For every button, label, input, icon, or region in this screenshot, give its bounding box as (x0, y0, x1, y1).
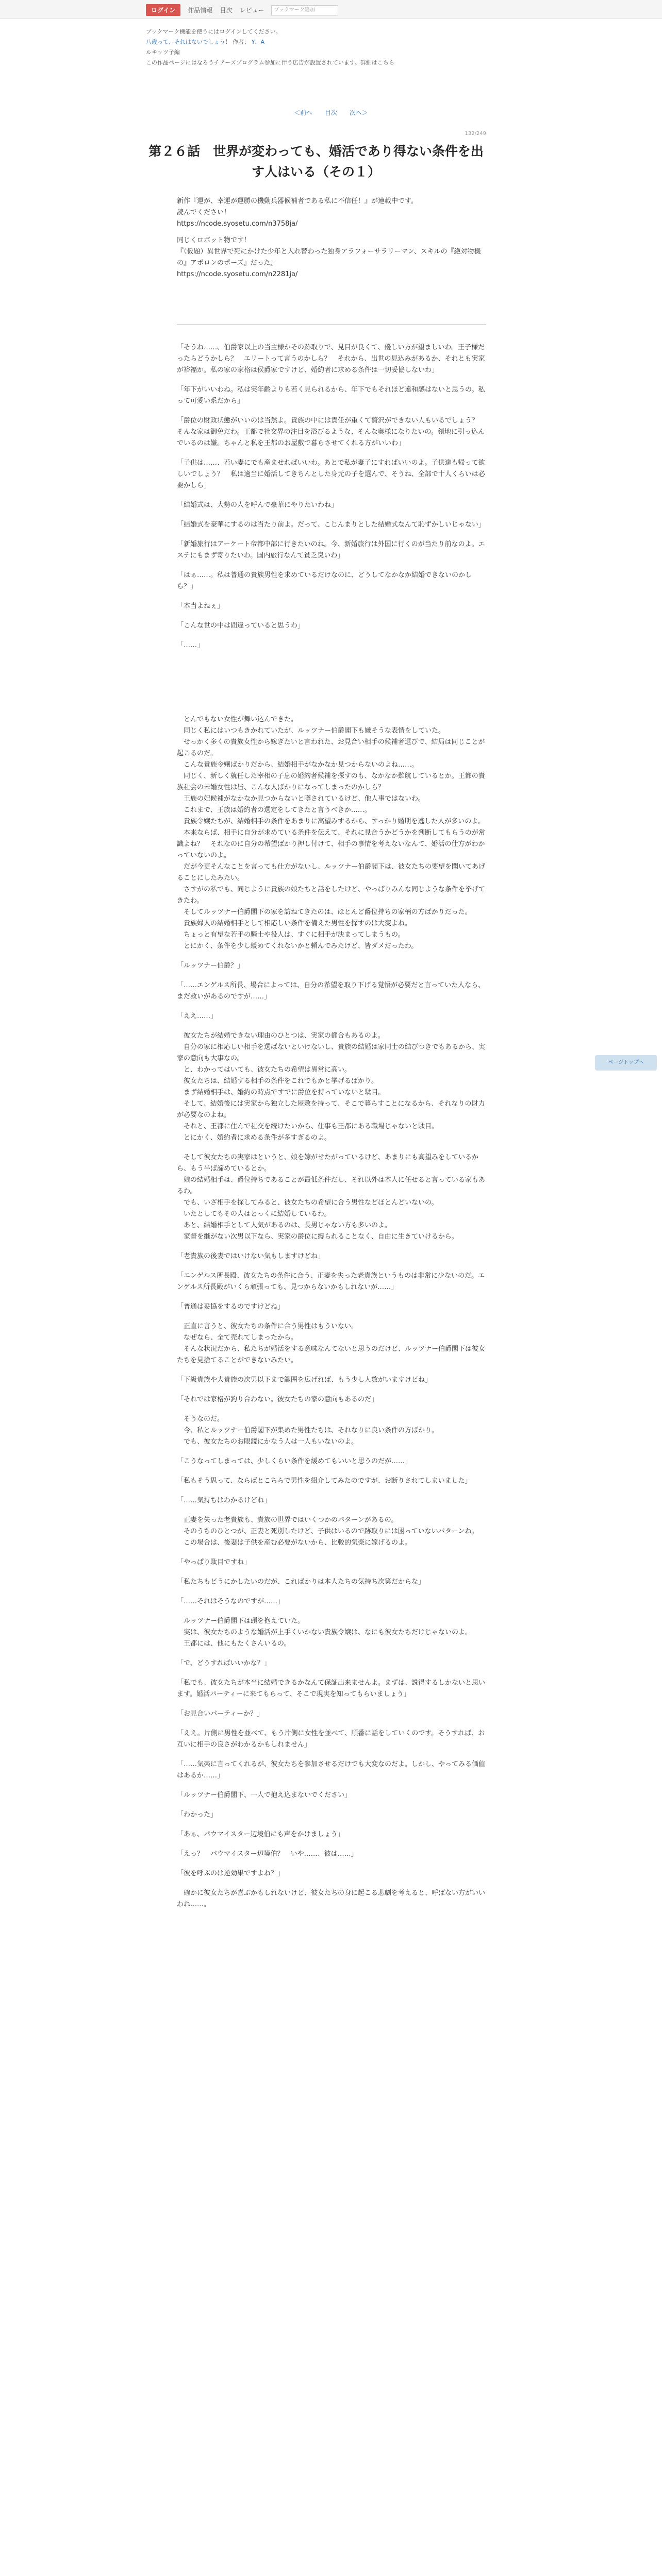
body-paragraph: ルッツナー伯爵閣下は頭を抱えていた。 実は、彼女たちのような婚活が上手くいかない貴族令嬢は、なにも彼女たちだけじゃないのよ。 王都には、他にもたくさんいるの。 (184, 1617, 472, 1648)
toc-link[interactable]: 目次 (324, 109, 337, 116)
work-header (146, 27, 476, 68)
page-top-button[interactable]: ページトップへ (595, 1055, 657, 1071)
nav-link-info[interactable]: 作品情報 (188, 7, 213, 14)
body-paragraph: 「えっ？ パウマイスター辺境伯？ いや……、彼は……」 (177, 1850, 358, 1858)
body-paragraph: 正直に言うと、彼女たちの条件に合う男性はもういない。 なぜなら、全て売れてしまったから。 そんな状況だから、私たちが婚活をする意味なんてないと思うのだけど、ルッツナー伯爵閣下は彼女たちを見捨てることができないみたい。 (177, 1323, 486, 1364)
body-paragraph: 「こんな世の中は間違っていると思うわ」 (177, 622, 305, 630)
body-paragraph: 「ルッツナー伯爵？」 (177, 962, 244, 970)
body-paragraph: 彼女たちが結婚できない理由のひとつは、実家の都合もあるのよ。 自分の家に相応しい相手を選ばないといけないし、貴族の結婚は家同士の結びつきでもあるから、実家の意向も大事なの。 と、わかってはいても、彼女たちの希望は異常に高い。 彼女たちは、結婚する相手の条件をこれでもかと挙げるばかり。 まず結婚相手は、婚約の時点ですでに爵位を持っていないと駄目。 そして、結婚後には実家から独立した屋敷を持って、そこで暮らすことになるから、それなりの財力が必要なのよね。 それと、王都に住んで社交を続けたいから、仕事も王都にある職場じゃないと駄目。 とにかく、婚約者に求める条件が多すぎるのよ。 (177, 1032, 486, 1142)
body-paragraph: 「……エンゲルス所長、場合によっては、自分の希望を取り下げる覚悟が必要だと言っていた人なら、まだ救いがあるのですが……」 (177, 981, 485, 1001)
body-paragraph: 正妻を失った老貴族も、貴族の世界ではいくつかのパターンがあるの。 そのうちのひとつが、正妻と死別したけど、子供はいるので跡取りには困っていないパターンね。 この場合は、後妻は子供を産む必要がないから、比較的気楽に嫁げるのよ。 (184, 1516, 478, 1547)
body-paragraph: そうなのだ。 今、私とルッツナー伯爵閣下が集めた男性たちは、それなりに良い条件の方ばかり。 でも、彼女たちのお眼鏡にかなう人は一人もいないのよ。 (184, 1415, 439, 1446)
next-chapter-link[interactable]: 次へ＞ (349, 109, 368, 116)
top-bar (0, 0, 662, 19)
body-paragraph: 「普通は妥協をするのですけどね」 (177, 1303, 285, 1311)
body-paragraph: 「あぁ、パウマイスター辺境伯にも声をかけましょう」 (177, 1831, 344, 1838)
body-paragraph: 「下級貴族や大貴族の次男以下まで範囲を広げれば、もう少し人数がいますけどね」 (177, 1376, 432, 1384)
body-paragraph: 「……」 (177, 641, 204, 649)
body-paragraph: 「お見合いパーティーか？」 (177, 1710, 263, 1718)
preface (177, 196, 486, 285)
chapter-counter: 132/249 (465, 131, 486, 137)
body-paragraph: 「爵位の財政状態がいいのは当然よ。貴族の中には責任が重くて贅沢ができない人もいるでしょう？ そんな家は御免だわ。王都で社交界の注目を浴びるような、そんな奥様になりたいの。領地に引っ込んでいるのは嫌。ちゃんと私を王都のお屋敷で暮らさせてくれる方がいいわ」 (177, 417, 485, 447)
chapter-pager-top (0, 108, 662, 117)
nav-link-review[interactable]: レビュー (239, 7, 264, 14)
body-paragraph: 「彼を呼ぶのは逆効果ですよね？」 (177, 1870, 285, 1877)
body-paragraph: 「……気楽に言ってくれるが、彼女たちを参加させるだけでも大変なのだよ。しかし、やってみる価値はあるか……」 (177, 1760, 486, 1780)
body-paragraph: 「私もそう思って、ならばとこちらで男性を紹介してみたのですが、お断りされてしまいました」 (177, 1477, 472, 1485)
body-paragraph: 「年下がいいわね。私は実年齢よりも若く見られるから、年下でもそれほど違和感はないと思うの。私って可愛い系だから」 (177, 386, 485, 405)
body-paragraph: 「はぁ……。私は普通の貴族男性を求めているだけなのに、どうしてなかなか結婚できないのかしら？」 (177, 571, 472, 590)
ad-note: この作品ページにはなろうチアーズプログラム参加に伴う広告が設置されています。詳細はこちら (146, 59, 394, 66)
body-paragraph: 「結婚式を豪華にするのは当たり前よ。だって、こじんまりとした結婚式なんて恥ずかしいじゃない」 (177, 521, 485, 529)
body-paragraph: 「そうね……、伯爵家以上の当主様かその跡取りで、見目が良くて、優しい方が望ましいわ。王子様だったらどうかしら？ エリートって言うのかしら？ それから、出世の見込みがあるか、それとも実家が裕福か。私の家の家格は侯爵家ですけど、婚約者に求める条件は一切妥協しないわ」 (177, 344, 485, 374)
bookmark-add-button[interactable]: ブックマーク追加 (271, 5, 338, 15)
body-paragraph: 「やっぱり駄目ですね」 (177, 1558, 251, 1566)
mode-label: ルキッツ子編 (146, 49, 180, 56)
body-paragraph: 「新婚旅行はアーケート帝都中部に行きたいのね。今、新婚旅行は外国に行くのが当たり前なのよ。エステにもまず寄りたいわ。国内旅行なんて貧乏臭いわ」 (177, 540, 485, 560)
top-bar-inner (146, 4, 338, 16)
body-paragraph: 「私でも、彼女たちが本当に結婚できるかなんて保証出来ませんよ。まずは、説得するしかないと思います。婚活パーティーに来てもらって、そこで現実を知ってもらいましょう」 (177, 1679, 486, 1698)
login-notice: ブックマーク機能を使うにはログインしてください。 (146, 28, 282, 35)
author-link[interactable]: Y．A (251, 39, 265, 45)
body-paragraph: 「エンゲルス所長殿、彼女たちの条件に合う、正妻を失った老貴族というものは非常に少ないのだ。エンゲルス所長殿がいくら頑張っても、見つからないかもしれないが……」 (177, 1272, 485, 1291)
body-paragraph: 確かに彼女たちが喜ぶかもしれないけど、彼女たちの身に起こる悲劇を考えると、呼ばない方がいいわね……。 (177, 1889, 486, 1908)
body-paragraph: 「こうなってしまっては、少しくらい条件を緩めてもいいと思うのだが……」 (177, 1458, 412, 1465)
body-paragraph: 「……気持ちはわかるけどね」 (177, 1497, 271, 1504)
chapter-body (177, 342, 486, 1919)
author-label: 作者： (233, 39, 250, 45)
body-paragraph: そして彼女たちの実家はというと、娘を嫁がせたがっているけど、あまりにも高望みをしているから、もう半ば諦めているとか。 娘の結婚相手は、爵位持ちであることが最低条件だし、それ以外は本人に任せると言っている家もあるわ。 でも、いざ相手を探してみると、彼女たちの希望に合う男性などほとんどいないの。 いたとしてもその人はとっくに結婚しているわ。 あと、結婚相手として人気があるのは、長男じゃない方も多いのよ。 家督を継がない次男以下なら、実家の爵位に縛られることなく、自由に生きていけるから。 (177, 1154, 485, 1241)
chapter-title: 第２６話 世界が変わっても、婚活であり得ない条件を出す人はいる（その１） (148, 144, 484, 179)
prev-chapter-link[interactable]: ＜前へ (294, 109, 313, 116)
body-paragraph: 「で、どうすればいいかな？」 (177, 1659, 271, 1667)
body-paragraph: 「本当よねぇ」 (177, 602, 224, 610)
nav-link-toc[interactable]: 目次 (220, 7, 233, 14)
body-paragraph: 「ルッツナー伯爵閣下、一人で抱え込まないでください」 (177, 1791, 352, 1799)
body-paragraph: 「……それはそうなのですが……」 (177, 1598, 285, 1605)
login-button[interactable]: ログイン (146, 4, 180, 16)
body-paragraph: 「私たちもどうにかしたいのだが、こればかりは本人たちの気持ち次第だからな」 (177, 1578, 425, 1586)
preface-paragraph: 新作『運が、幸運が運勝の機動兵器候補者である私に不信任！』が連載中です。 読んでください！ https://ncode.syosetu.com/n3758ja/ (177, 197, 418, 228)
body-paragraph: 「老貴族の後妻ではいけない気もしますけどね」 (177, 1252, 325, 1260)
body-paragraph: 「それでは家格が釣り合わない。彼女たちの家の意向もあるのだ」 (177, 1396, 378, 1403)
body-paragraph: 「ええ……」 (177, 1012, 218, 1020)
scene-break (177, 659, 486, 706)
body-paragraph: とんでもない女性が舞い込んできた。 同じく私にはいつもきかれていたが、ルッツナー伯爵閣下も嫌そうな表情をしていた。 せっかく多くの貴族女性から嫁ぎたいと言われた、お見合い相手の候補者選びで、結局は同じことが起こるのだ。 こんな貴族令嬢ばかりだから、結婚相手がなかなか見つからないのよね……。 同じく、新しく就任した宰相の子息の婚約者候補を探すのも、なかなか難航しているとか。王都の貴族社会の未婚女性は皆、こんな人ばかりになってしまったのかしら？ 王族の妃候補がなかなか見つからないと噂されているけど、他人事ではないわ。 これまで、王族は婚約者の選定をしてきたと言うべきか……。 貴族令嬢たちが、結婚相手の条件をあまりに高望みするから、すっかり婚期を逃した人が多いのよ。 本来ならば、相手に自分が求めている条件を伝えて、それに見合うかどうかを判断してもらうのが常識よね？ それなのに自分の希望ばかり押し付けて、相手の事情を考えないなんて、婚活の仕方がわかっていないのよ。 だが今更そんなことを言っても仕方がないし、ルッツナー伯爵閣下は、彼女たちの要望を聞いてあげることにしたみたい。 さすがの私でも、同じように貴族の娘たちと話をしたけど、やっぱりみんな同じような条件を挙げてきたわ。 そしてルッツナー伯爵閣下の家を訪ねてきたのは、ほとんど爵位持ちの家柄の方ばかりだった。 貴族婦人の結婚相手として相応しい条件を備えた男性を探すのは大変よね。 ちょっと有望な若手の騎士や役人は、すぐに相手が決まってしまうもの。 とにかく、条件を少し緩めてくれないかと頼んでみたけど、皆ダメだったわ。 (177, 716, 486, 950)
body-paragraph: 「結婚式は、大勢の人を呼んで豪華にやりたいわね」 (177, 501, 338, 509)
series-title-link[interactable]: 八歳って、それはないでしょう！ (146, 39, 231, 45)
preface-paragraph: 同じくロボット物です！ 『（仮題）異世界で死にかけた少年と入れ替わった独身アラフォーサラリーマン、スキルの『絶対物機の』アポロンのポーズ』だった』 https://ncode.syosetu.com/n2281ja/ (177, 236, 481, 278)
body-paragraph: 「子供は……、若い妻にでも産ませればいいわ。あとで私が妻子にすればいいのよ。子供達も帰って欲しいでしょう？ 私は適当に婚活してきちんとした身元の子を選んで、そうね、全部で十人くらいは必要かしら」 (177, 459, 485, 489)
body-paragraph: 「わかった」 (177, 1811, 218, 1819)
body-paragraph: 「ええ。片側に男性を並べて、もう片側に女性を並べて、順番に話をしていくのです。そうすれば、お互いに相手の良さがわかるかもしれません」 (177, 1730, 485, 1749)
